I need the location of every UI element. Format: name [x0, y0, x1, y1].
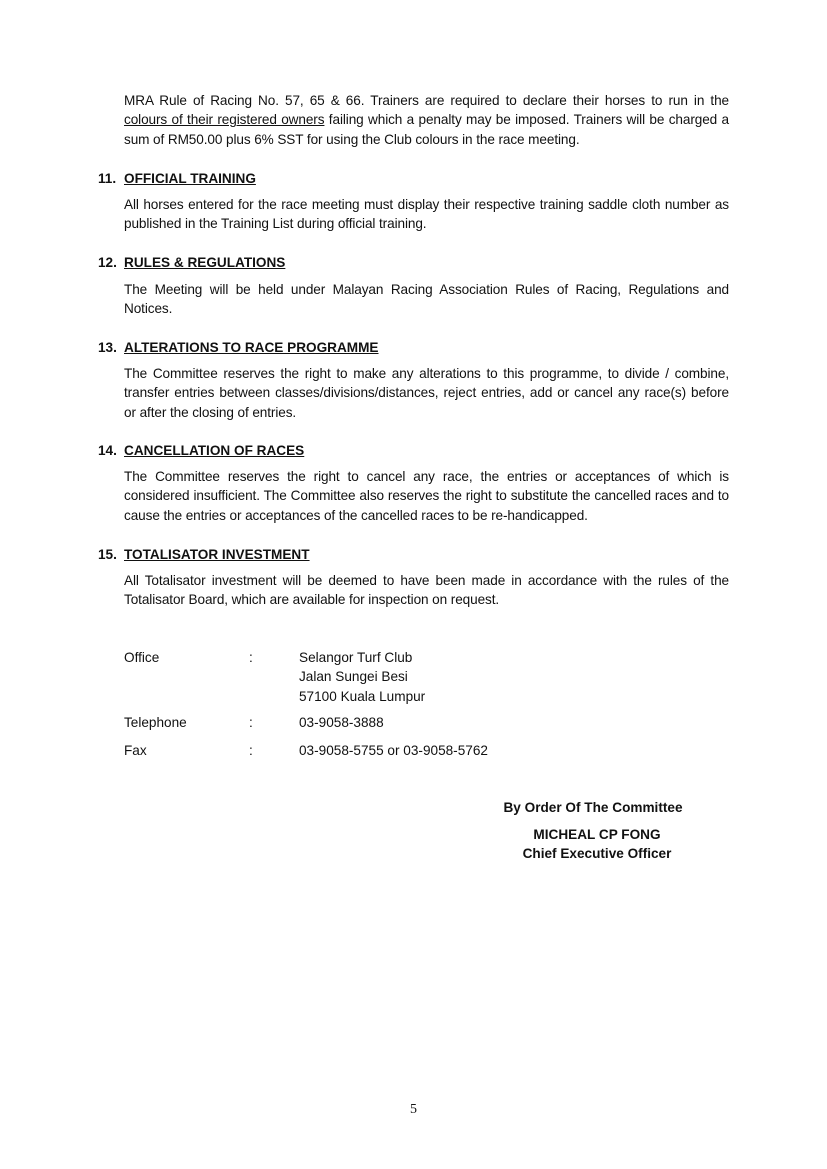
section-number: 12. [98, 255, 117, 270]
by-order-text: By Order Of The Committee [503, 800, 683, 815]
section-12-heading [98, 253, 285, 272]
telephone-label: Telephone [124, 715, 187, 730]
telephone-value: 03-9058-3888 [299, 715, 384, 730]
office-address-line-3: 57100 Kuala Lumpur [299, 688, 426, 704]
section-number: 14. [98, 443, 117, 458]
section-title: TOTALISATOR INVESTMENT [124, 547, 310, 562]
section-title: RULES & REGULATIONS [124, 255, 286, 270]
office-address [299, 648, 425, 706]
section-title: OFFICIAL TRAINING [124, 171, 256, 186]
office-address-line-1: Selangor Turf Club [299, 650, 413, 665]
section-11-heading [98, 169, 256, 188]
telephone-colon: : [249, 715, 253, 730]
intro-paragraph [124, 91, 729, 149]
intro-text-before: MRA Rule of Racing No. 57, 65 & 66. Trainers are required to declare their horses to run in the [124, 93, 729, 108]
section-number: 13. [98, 340, 117, 355]
section-12-body: The Meeting will be held under Malayan Racing Association Rules of Racing, Regulations and Notices. [124, 282, 729, 317]
section-number: 15. [98, 547, 117, 562]
fax-colon: : [249, 743, 253, 758]
fax-value: 03-9058-5755 or 03-9058-5762 [299, 743, 488, 758]
office-colon: : [249, 650, 253, 665]
section-number: 11. [98, 171, 117, 186]
intro-underlined-text: colours of their registered owners [124, 112, 325, 128]
section-14-heading [98, 441, 304, 460]
office-label: Office [124, 650, 160, 665]
fax-label: Fax [124, 743, 147, 758]
signatory-name: MICHEAL CP FONG [533, 827, 661, 842]
section-title: ALTERATIONS TO RACE PROGRAMME [124, 340, 379, 355]
section-13-body: The Committee reserves the right to make any alterations to this programme, to divide / combine, transfer entries between classes/divisions/distances, reject entries, add or cancel any race(s) before or after the closing of entries. [124, 366, 729, 420]
section-15-heading [98, 545, 310, 564]
section-13-heading [98, 338, 379, 357]
section-11-body: All horses entered for the race meeting must display their respective training saddle cloth number as published in the Training List during official training. [124, 197, 729, 232]
signatory-position: Chief Executive Officer [522, 846, 672, 861]
office-address-line-2: Jalan Sungei Besi [299, 669, 408, 685]
intro-text-after: failing which a penalty may be imposed. Trainers will be charged a sum of RM50.00 plus 6% SST for using the Club colours in the race meeting. [124, 112, 729, 147]
section-14-body: The Committee reserves the right to cancel any race, the entries or acceptances of which is considered insufficient. The Committee also reserves the right to substitute the cancelled races and to cause the entries or acceptances of the cancelled races to be re-handicapped. [124, 469, 729, 523]
section-title: CANCELLATION OF RACES [124, 443, 305, 458]
page-number: 5 [410, 1102, 417, 1117]
section-15-body: All Totalisator investment will be deemed to have been made in accordance with the rules of the Totalisator Board, which are available for inspection on request. [124, 573, 729, 608]
